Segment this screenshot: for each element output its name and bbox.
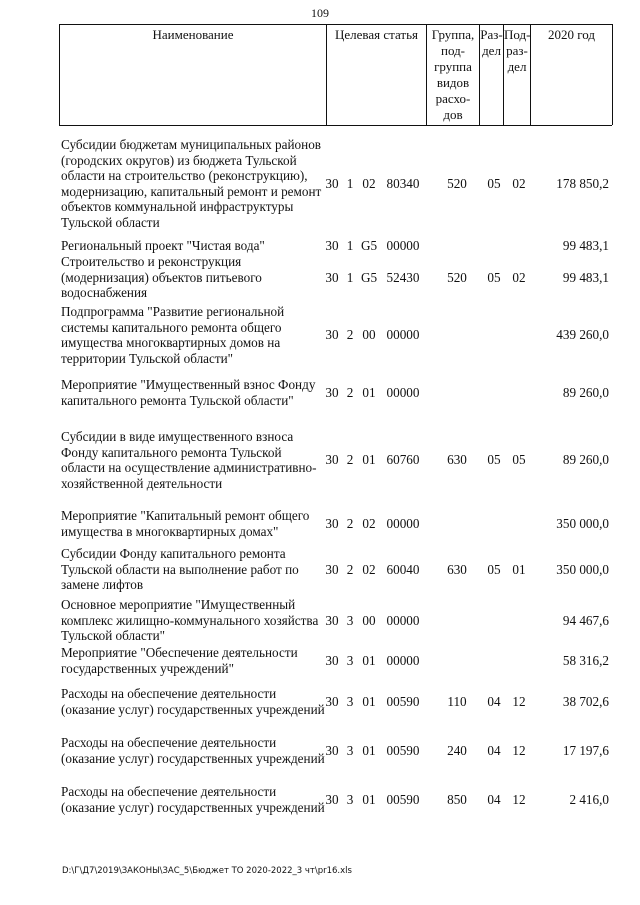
cell-t1: 30: [325, 452, 339, 467]
cell-t3: 00: [362, 327, 376, 342]
cell-t1: 30: [325, 613, 339, 628]
row-name: Субсидии в виде имущественного взноса Фонду капитального ремонта Тульской области на осуществление административно-хозяйственной деятельности: [61, 429, 317, 491]
row-name: Субсидии бюджетам муниципальных районов (городских округов) из бюджета Тульской области на строительство (реконструкцию), модернизацию, капитальный ремонт и ремонт объектов коммунальной инфраструктуры Тульской области: [61, 137, 322, 230]
cell-razd: 04: [487, 792, 501, 807]
cell-t2: 1: [346, 238, 354, 253]
row-name: Мероприятие "Имущественный взнос Фонду капитального ремонта Тульской области": [61, 377, 316, 408]
row-name: Строительство и реконструкция (модернизация) объектов питьевого водоснабжения: [61, 254, 262, 300]
cell-t1: 30: [325, 327, 339, 342]
row-name: Субсидии Фонду капитального ремонта Тульской области на выполнение работ по замене лифтов: [61, 546, 299, 592]
row-name: Основное мероприятие "Имущественный комплекс жилищно-коммунального хозяйства Тульской области": [61, 597, 319, 643]
table-row: [59, 137, 612, 230]
cell-t2: 2: [346, 452, 354, 467]
table-row: [59, 645, 612, 676]
cell-podr: 12: [512, 743, 526, 758]
cell-t2: 2: [346, 562, 354, 577]
cell-razd: 05: [487, 270, 501, 285]
table-row: [59, 377, 612, 408]
cell-t3: 01: [362, 452, 376, 467]
cell-podr: 02: [512, 176, 526, 191]
cell-amount: 178 850,2: [556, 176, 609, 191]
cell-group: 110: [447, 694, 467, 709]
cell-t4: 60040: [386, 562, 420, 577]
cell-t2: 3: [346, 694, 354, 709]
row-name: Региональный проект "Чистая вода": [61, 238, 265, 253]
cell-t1: 30: [325, 792, 339, 807]
cell-t3: 01: [362, 792, 376, 807]
cell-amount: 89 260,0: [562, 452, 609, 467]
cell-t1: 30: [325, 653, 339, 668]
cell-t1: 30: [325, 743, 339, 758]
cell-t2: 3: [346, 743, 354, 758]
cell-razd: 04: [487, 694, 501, 709]
cell-group: 630: [447, 452, 467, 467]
cell-t2: 3: [346, 653, 354, 668]
cell-t1: 30: [325, 238, 339, 253]
cell-t4: 00000: [386, 653, 420, 668]
cell-t3: G5: [360, 238, 378, 253]
cell-t4: 00000: [386, 238, 420, 253]
cell-group: 240: [447, 743, 467, 758]
table-row: [59, 546, 612, 593]
cell-t3: G5: [360, 270, 378, 285]
cell-t4: 00000: [386, 516, 420, 531]
cell-t1: 30: [325, 516, 339, 531]
table-row: [59, 304, 612, 366]
header-year: 2020 год: [548, 27, 595, 42]
cell-razd: 04: [487, 743, 501, 758]
cell-t4: 00590: [386, 792, 420, 807]
table-row: [59, 784, 612, 815]
cell-razd: 05: [487, 562, 501, 577]
cell-t2: 3: [346, 792, 354, 807]
cell-t1: 30: [325, 270, 339, 285]
cell-t3: 01: [362, 385, 376, 400]
row-name: Расходы на обеспечение деятельности (оказание услуг) государственных учреждений: [61, 686, 325, 717]
cell-t4: 00590: [386, 743, 420, 758]
table-row: [59, 508, 612, 539]
cell-t1: 30: [325, 562, 339, 577]
cell-amount: 89 260,0: [562, 385, 609, 400]
header-podrazdel: Под-раз-дел: [504, 27, 531, 74]
cell-razd: 05: [487, 176, 501, 191]
header-group: Группа, под-группа видов расхо-дов: [431, 27, 475, 122]
cell-group: 630: [447, 562, 467, 577]
cell-group: 520: [447, 270, 467, 285]
cell-t1: 30: [325, 694, 339, 709]
cell-t4: 80340: [386, 176, 420, 191]
cell-t4: 00590: [386, 694, 420, 709]
file-path-footer: D:\Г\Д7\2019\ЗАКОНЫ\ЗАС_5\Бюджет ТО 2020-2022_3 чт\pr16.xls: [62, 866, 352, 876]
table-row: [59, 597, 612, 644]
table-row: [59, 238, 612, 254]
cell-t1: 30: [325, 385, 339, 400]
cell-t3: 02: [362, 176, 376, 191]
cell-t3: 02: [362, 562, 376, 577]
cell-group: 520: [447, 176, 467, 191]
cell-t4: 00000: [386, 327, 420, 342]
table-row: [59, 429, 612, 491]
cell-t4: 60760: [386, 452, 420, 467]
cell-t4: 52430: [386, 270, 420, 285]
cell-podr: 02: [512, 270, 526, 285]
cell-t2: 2: [346, 516, 354, 531]
cell-amount: 99 483,1: [562, 238, 609, 253]
row-name: Расходы на обеспечение деятельности (оказание услуг) государственных учреждений: [61, 735, 325, 766]
header-name: Наименование: [152, 27, 234, 42]
cell-t3: 02: [362, 516, 376, 531]
cell-t3: 01: [362, 653, 376, 668]
cell-podr: 01: [512, 562, 526, 577]
cell-t2: 2: [346, 385, 354, 400]
cell-t3: 01: [362, 694, 376, 709]
table-row: [59, 254, 612, 301]
row-name: Расходы на обеспечение деятельности (оказание услуг) государственных учреждений: [61, 784, 325, 815]
cell-t4: 00000: [386, 385, 420, 400]
cell-amount: 17 197,6: [562, 743, 609, 758]
cell-t3: 00: [362, 613, 376, 628]
cell-t2: 2: [346, 327, 354, 342]
cell-t2: 1: [346, 270, 354, 285]
cell-group: 850: [447, 792, 467, 807]
row-name: Подпрограмма "Развитие региональной системы капитального ремонта общего имущества многоквартирных домов на территории Тульской области": [61, 304, 285, 366]
table-row: [59, 686, 612, 717]
cell-t4: 00000: [386, 613, 420, 628]
cell-podr: 12: [512, 694, 526, 709]
cell-razd: 05: [487, 452, 501, 467]
row-name: Мероприятие "Капитальный ремонт общего имущества в многоквартирных домах": [61, 508, 310, 539]
table-row: [59, 735, 612, 766]
cell-t1: 30: [325, 176, 339, 191]
col-divider: [612, 24, 613, 125]
cell-amount: 350 000,0: [556, 516, 609, 531]
cell-amount: 38 702,6: [562, 694, 609, 709]
cell-amount: 99 483,1: [562, 270, 609, 285]
cell-t2: 1: [346, 176, 354, 191]
cell-amount: 94 467,6: [562, 613, 609, 628]
header-target: Целевая статья: [334, 27, 418, 42]
cell-amount: 350 000,0: [556, 562, 609, 577]
cell-podr: 12: [512, 792, 526, 807]
row-name: Мероприятие "Обеспечение деятельности государственных учреждений": [61, 645, 298, 676]
cell-podr: 05: [512, 452, 526, 467]
cell-amount: 439 260,0: [556, 327, 609, 342]
table-header-bottom-border: [59, 125, 612, 126]
cell-amount: 58 316,2: [562, 653, 609, 668]
cell-amount: 2 416,0: [569, 792, 609, 807]
page-number: 109: [311, 6, 329, 20]
cell-t2: 3: [346, 613, 354, 628]
cell-t3: 01: [362, 743, 376, 758]
header-razdel: Раз-дел: [480, 27, 503, 58]
